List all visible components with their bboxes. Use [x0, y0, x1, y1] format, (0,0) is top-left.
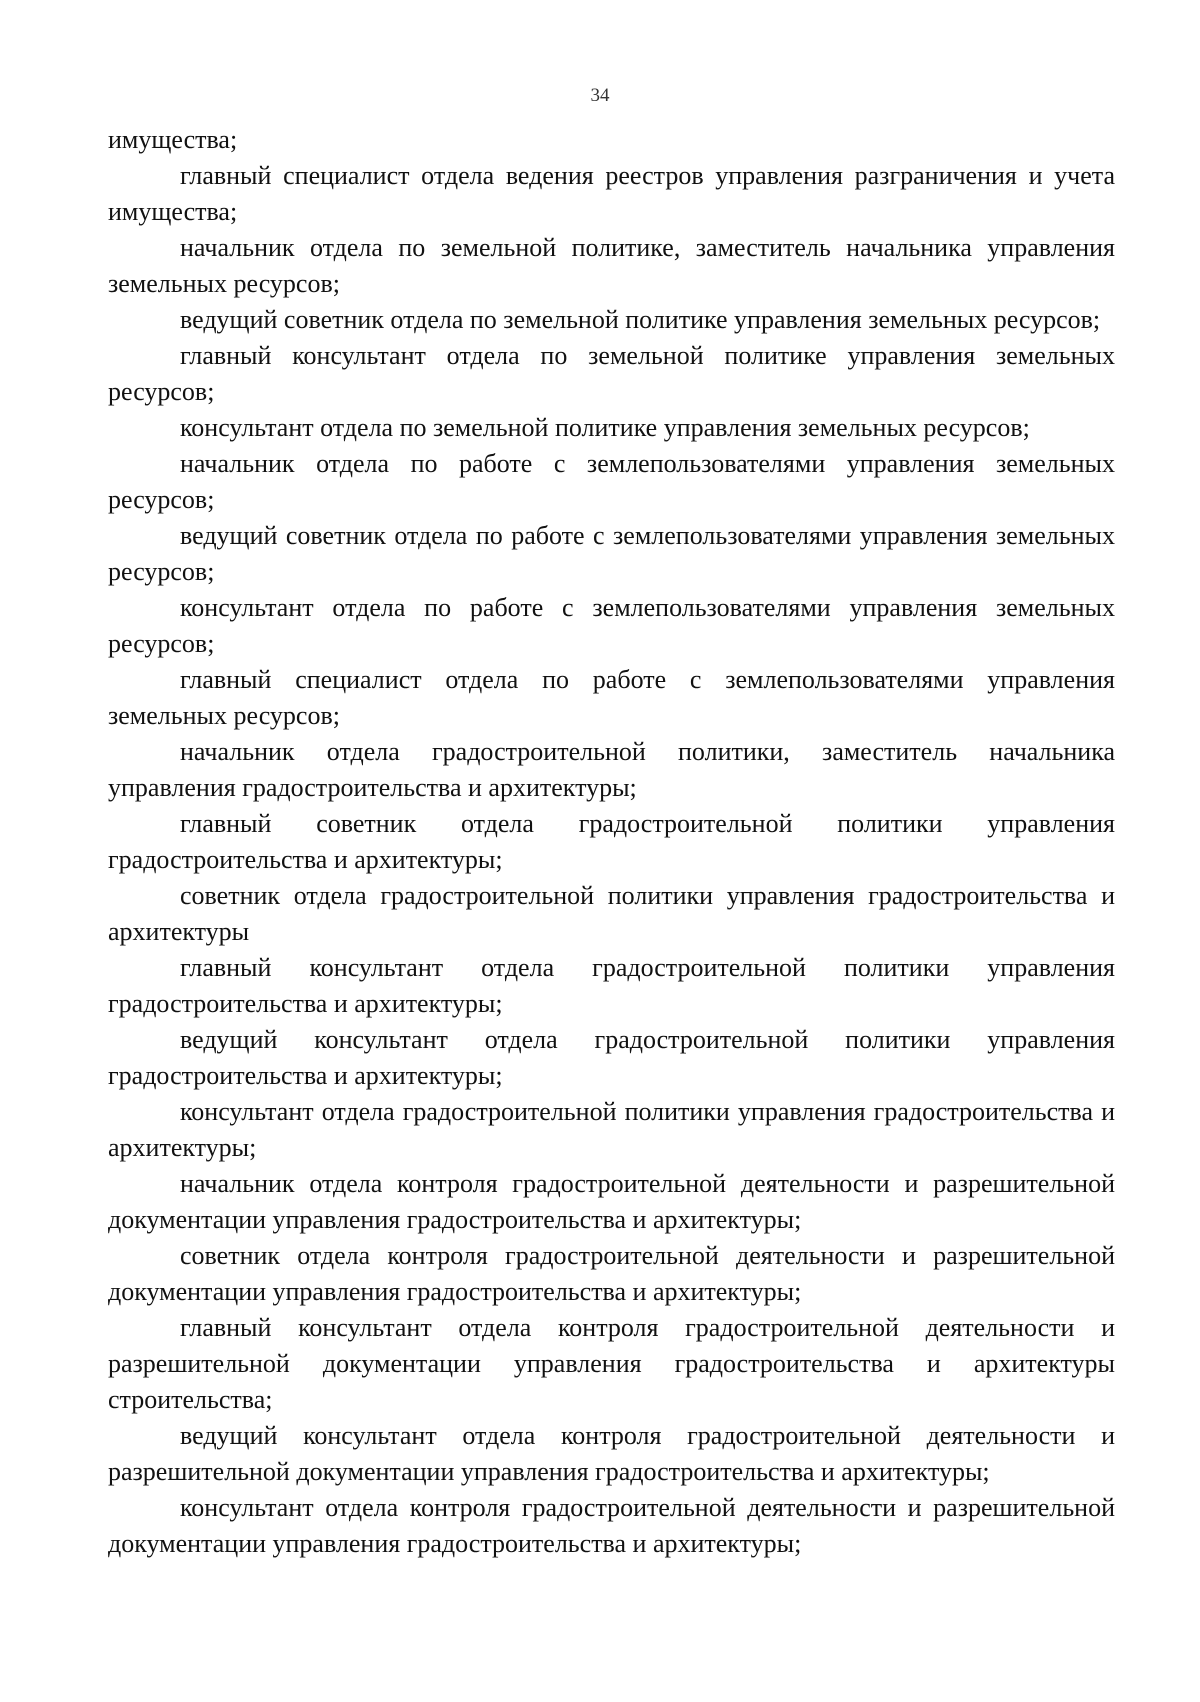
paragraph: главный специалист отдела по работе с землепользователями управления земельных ресурсов;	[108, 665, 1115, 730]
paragraph: консультант отдела контроля градостроительной деятельности и разрешительной документации управления градостроительства и архитектуры;	[108, 1493, 1115, 1558]
paragraph: ведущий советник отдела по работе с землепользователями управления земельных ресурсов;	[108, 521, 1115, 586]
paragraph: главный специалист отдела ведения реестров управления разграничения и учета имущества;	[108, 161, 1115, 226]
paragraph-continuation: имущества;	[108, 125, 238, 154]
paragraph: консультант отдела по работе с землепользователями управления земельных ресурсов;	[108, 593, 1115, 658]
paragraph: консультант отдела градостроительной политики управления градостроительства и архитектуры;	[108, 1097, 1115, 1162]
paragraph: начальник отдела по земельной политике, заместитель начальника управления земельных ресурсов;	[108, 233, 1115, 298]
paragraph: главный консультант отдела градостроительной политики управления градостроительства и архитектуры;	[108, 953, 1115, 1018]
paragraph: ведущий консультант отдела контроля градостроительной деятельности и разрешительной документации управления градостроительства и архитектуры;	[108, 1421, 1115, 1486]
paragraph: ведущий советник отдела по земельной политике управления земельных ресурсов;	[180, 305, 1101, 334]
paragraph: советник отдела контроля градостроительной деятельности и разрешительной документации управления градостроительства и архитектуры;	[108, 1241, 1115, 1306]
paragraph: главный советник отдела градостроительной политики управления градостроительства и архитектуры;	[108, 809, 1115, 874]
paragraph: начальник отдела градостроительной политики, заместитель начальника управления градостроительства и архитектуры;	[108, 737, 1115, 802]
paragraph: начальник отдела по работе с землепользователями управления земельных ресурсов;	[108, 449, 1115, 514]
paragraph: начальник отдела контроля градостроительной деятельности и разрешительной документации управления градостроительства и архитектуры;	[108, 1169, 1115, 1234]
document-body	[108, 122, 1115, 1562]
paragraph: ведущий консультант отдела градостроительной политики управления градостроительства и архитектуры;	[108, 1025, 1115, 1090]
paragraph: консультант отдела по земельной политике управления земельных ресурсов;	[180, 413, 1030, 442]
paragraph: главный консультант отдела по земельной политике управления земельных ресурсов;	[108, 341, 1115, 406]
paragraph: советник отдела градостроительной политики управления градостроительства и архитектуры	[108, 881, 1115, 946]
paragraph: главный консультант отдела контроля градостроительной деятельности и разрешительной документации управления градостроительства и архитектуры строительства;	[108, 1313, 1115, 1414]
page-number: 34	[590, 85, 610, 106]
